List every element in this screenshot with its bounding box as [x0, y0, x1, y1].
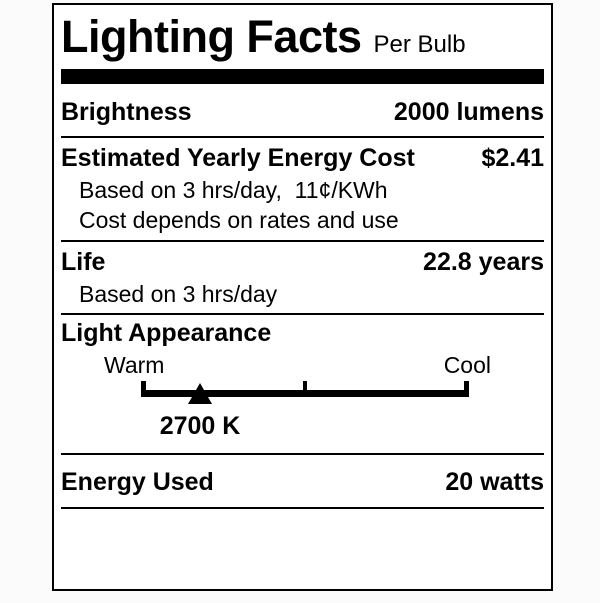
separator-bar [61, 69, 544, 84]
scale-marker-label: 2700 K [159, 412, 241, 440]
label-subtitle: Per Bulb [373, 31, 466, 58]
warm-cool-scale [141, 381, 469, 407]
scale-right-end-tick [464, 381, 469, 397]
label-title: Lighting Facts [61, 11, 362, 62]
scale-marker-triangle-icon [188, 383, 212, 404]
energy-used-row [61, 455, 544, 509]
life-row [61, 248, 544, 277]
life-label: Life [61, 248, 106, 276]
lighting-facts-label [52, 3, 553, 591]
light-appearance-section [61, 315, 544, 455]
warm-cool-scale-wrap [141, 381, 469, 441]
energy-cost-label: Estimated Yearly Energy Cost [61, 144, 415, 172]
scale-warm-label: Warm [104, 352, 165, 378]
energy-cost-note-basis: Based on 3 hrs/day, 11¢/KWh [79, 177, 388, 203]
light-appearance-label: Light Appearance [61, 319, 272, 347]
brightness-row [61, 84, 544, 138]
energy-used-label: Energy Used [61, 468, 214, 496]
label-header [61, 5, 544, 61]
energy-cost-value: $2.41 [481, 144, 544, 172]
life-note-basis: Based on 3 hrs/day [79, 281, 278, 307]
energy-used-value: 20 watts [445, 468, 544, 496]
scale-cool-label: Cool [443, 352, 491, 378]
brightness-value: 2000 lumens [393, 98, 544, 126]
energy-cost-note-rates: Cost depends on rates and use [79, 207, 399, 233]
energy-cost-row [61, 144, 544, 173]
light-appearance-heading-row [61, 319, 544, 348]
energy-cost-section [61, 138, 544, 242]
life-section [61, 242, 544, 315]
life-value: 22.8 years [423, 248, 544, 276]
warm-cool-row [61, 352, 544, 379]
brightness-label: Brightness [61, 98, 192, 126]
scale-center-tick [303, 381, 307, 397]
